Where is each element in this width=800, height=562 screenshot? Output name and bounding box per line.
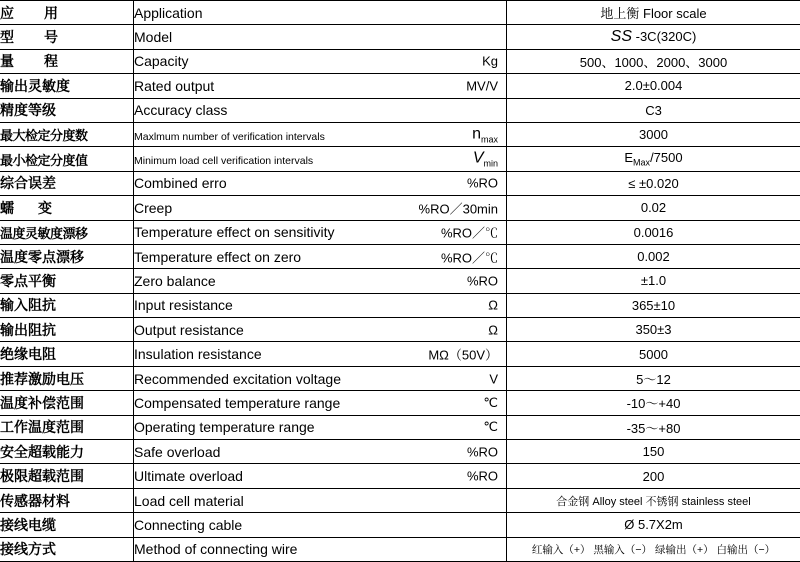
param-unit: %RO／30min (419, 198, 498, 217)
param-unit: $V_{min}$ (473, 150, 498, 169)
table-row (0, 318, 800, 342)
param-label-en: Creep (134, 200, 172, 216)
param-value: C3 (507, 98, 800, 122)
param-value: 0.0016 (507, 220, 800, 244)
param-name-cn: 最大检定分度数 (0, 122, 134, 146)
table-row (0, 74, 800, 98)
param-unit: Ω (488, 322, 498, 337)
param-label-en: Safe overload (134, 444, 220, 460)
param-label-en: Load cell material (134, 493, 244, 509)
table-row (0, 147, 800, 171)
table-row (0, 196, 800, 220)
param-name-en (134, 196, 507, 220)
param-label-en: Application (134, 5, 203, 21)
table-row (0, 342, 800, 366)
param-unit: ℃ (483, 395, 498, 411)
param-unit: MV/V (466, 78, 498, 93)
table-row (0, 122, 800, 146)
param-unit: %RO／℃ (441, 223, 498, 242)
param-label-en: Maxlmum number of verification intervals (134, 131, 325, 143)
table-row (0, 25, 800, 49)
param-value: 3000 (507, 122, 800, 146)
param-name-en (134, 513, 507, 537)
param-value: 350±3 (507, 318, 800, 342)
param-unit: Kg (482, 54, 498, 69)
table-row (0, 415, 800, 439)
param-name-en (134, 220, 507, 244)
param-value: 500、1000、2000、3000 (507, 49, 800, 73)
param-name-cn: 接线电缆 (0, 513, 134, 537)
param-name-cn: 零点平衡 (0, 269, 134, 293)
param-label-en: Operating temperature range (134, 419, 315, 435)
param-name-en (134, 49, 507, 73)
param-name-en (134, 122, 507, 146)
param-name-cn: 输入阻抗 (0, 293, 134, 317)
table-row (0, 440, 800, 464)
param-value: $E_{Max}/7500$ (507, 147, 800, 171)
table-row (0, 49, 800, 73)
param-value: 365±10 (507, 293, 800, 317)
param-label-en: Input resistance (134, 297, 233, 313)
param-name-cn: 接线方式 (0, 537, 134, 561)
param-label-en: Ultimate overload (134, 468, 243, 484)
param-value: 地上衡 Floor scale (507, 1, 800, 25)
param-value: Ø 5.7X2m (507, 513, 800, 537)
table-row (0, 269, 800, 293)
param-label-en: Temperature effect on zero (134, 249, 301, 265)
param-name-cn: 输出阻抗 (0, 318, 134, 342)
param-label-en: Capacity (134, 53, 188, 69)
param-value: 5000 (507, 342, 800, 366)
param-name-en (134, 25, 507, 49)
param-label-en: Insulation resistance (134, 346, 262, 362)
param-label-en: Model (134, 29, 172, 45)
param-unit: ℃ (483, 419, 498, 435)
table-row (0, 98, 800, 122)
param-name-cn: 推荐激励电压 (0, 366, 134, 390)
param-label-en: Output resistance (134, 322, 244, 338)
param-name-cn: 极限超载范围 (0, 464, 134, 488)
table-row (0, 171, 800, 195)
param-value: ≤ ±0.020 (507, 171, 800, 195)
param-name-en (134, 391, 507, 415)
table-body (0, 1, 800, 562)
param-value: 150 (507, 440, 800, 464)
param-label-en: Combined erro (134, 175, 227, 191)
param-value: 合金钢 Alloy steel 不锈钢 stainless steel (507, 488, 800, 512)
param-name-cn: 蠕 变 (0, 196, 134, 220)
param-unit: %RO (467, 176, 498, 191)
param-unit: MΩ（50V） (428, 345, 498, 364)
param-unit: %RO (467, 273, 498, 288)
table-row (0, 1, 800, 25)
param-name-cn: 传感器材料 (0, 488, 134, 512)
param-value: 2.0±0.004 (507, 74, 800, 98)
param-value: SS -3C(320C) (507, 25, 800, 49)
table-row (0, 220, 800, 244)
param-name-en (134, 293, 507, 317)
param-unit: %RO／℃ (441, 247, 498, 266)
param-value: ±1.0 (507, 269, 800, 293)
table-row (0, 537, 800, 561)
table-row (0, 464, 800, 488)
param-name-cn: 绝缘电阻 (0, 342, 134, 366)
param-label-en: Method of connecting wire (134, 541, 297, 557)
param-name-en (134, 488, 507, 512)
param-name-en (134, 269, 507, 293)
param-name-cn: 应 用 (0, 1, 134, 25)
param-name-cn: 综合误差 (0, 171, 134, 195)
param-name-en (134, 1, 507, 25)
param-name-cn: 温度零点漂移 (0, 244, 134, 268)
param-name-cn: 型 号 (0, 25, 134, 49)
param-unit: Ω (488, 298, 498, 313)
param-value: 0.002 (507, 244, 800, 268)
param-name-cn: 输出灵敏度 (0, 74, 134, 98)
param-label-en: Temperature effect on sensitivity (134, 224, 335, 240)
param-name-cn: 量 程 (0, 49, 134, 73)
table-row (0, 513, 800, 537)
param-value: 0.02 (507, 196, 800, 220)
param-name-cn: 温度补偿范围 (0, 391, 134, 415)
param-name-cn: 安全超载能力 (0, 440, 134, 464)
table-row (0, 293, 800, 317)
param-name-en (134, 147, 507, 171)
table-row (0, 488, 800, 512)
param-unit: %RO (467, 444, 498, 459)
param-value: -35～+80 (507, 415, 800, 439)
param-name-en (134, 74, 507, 98)
param-name-en (134, 318, 507, 342)
param-label-en: Zero balance (134, 273, 216, 289)
param-label-en: Minimum load cell verification intervals (134, 155, 313, 167)
param-label-en: Rated output (134, 78, 214, 94)
param-name-cn: 精度等级 (0, 98, 134, 122)
param-name-en (134, 98, 507, 122)
param-unit: V (489, 371, 498, 386)
param-value: 红输入（+） 黑输入（−） 绿输出（+） 白输出（−） (507, 537, 800, 561)
table-row (0, 391, 800, 415)
param-label-en: Accuracy class (134, 102, 227, 118)
param-name-en (134, 440, 507, 464)
param-name-en (134, 244, 507, 268)
param-unit: %RO (467, 469, 498, 484)
param-name-cn: 工作温度范围 (0, 415, 134, 439)
table-row (0, 244, 800, 268)
param-value: 5～12 (507, 366, 800, 390)
param-name-en (134, 366, 507, 390)
param-name-en (134, 537, 507, 561)
param-name-en (134, 464, 507, 488)
param-name-en (134, 415, 507, 439)
table-row (0, 366, 800, 390)
param-label-en: Compensated temperature range (134, 395, 340, 411)
param-name-cn: 温度灵敏度漂移 (0, 220, 134, 244)
param-value: 200 (507, 464, 800, 488)
param-unit: $n_{max}$ (472, 125, 498, 144)
param-label-en: Recommended excitation voltage (134, 371, 341, 387)
param-label-en: Connecting cable (134, 517, 242, 533)
param-name-cn: 最小检定分度值 (0, 147, 134, 171)
param-value: -10～+40 (507, 391, 800, 415)
param-name-en (134, 342, 507, 366)
param-name-en (134, 171, 507, 195)
